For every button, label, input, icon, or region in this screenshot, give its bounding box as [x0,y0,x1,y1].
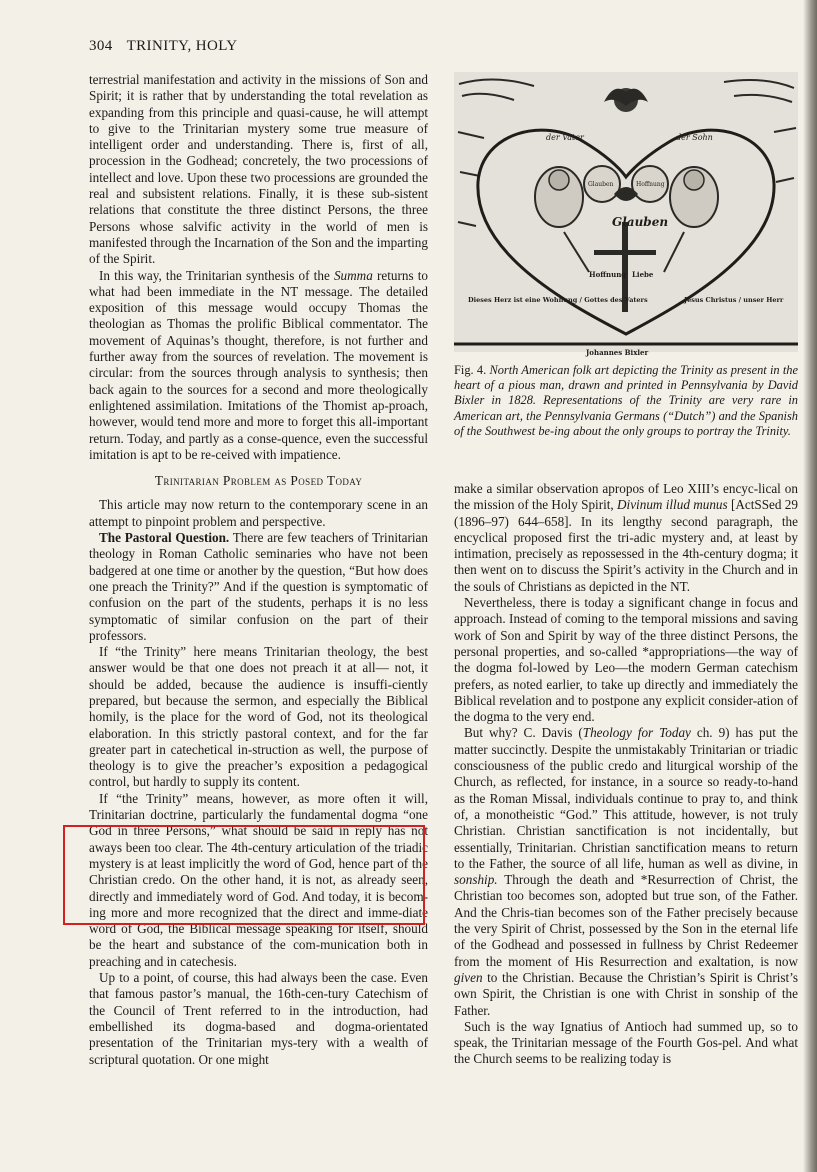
figure-text: Dieses Herz ist eine Wohnung / Gottes des Vaters [468,296,648,304]
figure-label: Hoffnung [636,181,665,188]
figure-caption: Fig. 4. North American folk art depicting the Trinity as present in the heart of a pious man, drawn and printed in Pennsylvania by David Bixler in 1828. Representations of the Trinity are very rare in American art, the Pennsylvania Germans (“Dutch”) and the Spanish of the Southwest be-ing about the only groups to portray the Trinity. [454,363,798,438]
book-spine-shadow [803,0,817,1172]
folk-art-illustration [454,72,798,357]
figure-label: Liebe [632,270,654,279]
paragraph: If “the Trinity” here means Trinitarian theology, the best answer would be that one does not preach it at all— not, it should be added, because the audience is insuffi-ciently prepared, but because the sermon, and especially the Biblical homily, is the place for the word of God, not its theological elaboration. In this strictly pastoral context, and for the far greater part in catechetical in-struction as well, the purpose of theology is to give the preacher’s exposition a pedagogical control, but hardly to supply its content. [89,644,428,790]
figure-label: Hoffnung [589,270,627,279]
page-header [89,38,238,55]
figure-label: Glauben [612,215,669,229]
left-column [89,72,428,1068]
section-heading: Trinitarian Problem as Posed Today [154,473,363,489]
paragraph: This article may now return to the contemporary scene in an attempt to pinpoint problem and perspective. [89,497,428,529]
figure-label: der Sohn [676,133,713,142]
paragraph: But why? C. Davis (Theology for Today ch. 9) has put the matter succinctly. Despite the unmistakably Trinitarian or triadic consciousness of the public credo and liturgical worship of the Church, as reflected, for instance, in a source so ready-to-hand as the Roman Missal, individuals continue to pray to, and think of, a monotheistic “God.” This attitude, however, is not truly Christian. Christian sanctification is not incidentally, but essentially, Trinitarian. Christian sanctification means to return to the Father, the source of all life, human as well as divine, in sonship. Through the death and *Resurrection of Christ, the Christian too becomes son, adopted but true son, of the Father. And the Chris-tian becomes son of the Father precisely because the very Spirit of Christ, possessed by the Son in the eternal life of the Godhead and possessed in fullness by Christ Redeemer from the moment of His Resurrection and exaltation, is now given to the Christian. Because the Christian’s Spirit is Christ’s own Spirit, the Christian is one with Christ in sonship of the Father. [454,725,798,1018]
page-number: 304 [89,38,113,54]
paragraph: Up to a point, of course, this had always been the case. Even that famous pastor’s manual, the 16th-cen-tury Catechism of the Council of Trent referred to in the introduction, had embellished its dogma-based and dogma-orientated presentation of the Trinitarian mys-tery with a wealth of scriptural quotation. Or one might [89,970,428,1067]
figure-label: der Vater [546,133,584,142]
paragraph: The Pastoral Question. There are few teachers of Trinitarian theology in Roman Catholic seminaries who have not been badgered at one time or another by the question, “But how does one preach the Trinity?” And if the question is symptomatic of confusion on the part of the students, perhaps it is no less symptomatic of similar confusion on the part of their professors. [89,530,428,643]
figure-label: Glauben [588,181,614,188]
paragraph: terrestrial manifestation and activity in the missions of Son and Spirit; it is rather that by understanding the total revelation as expanding from this principle and quasi-cause, he will attempt to give to the Trinitarian mystery some true measure of intelligent order and understanding. There is, first of all, procession in the Godhead; concretely, the two processions of intellect and love. Upon these two processions are grounded the real and subsistent relations. Finally, it is these sub-sistent relations that constitute the three distinct Persons, the three Persons whose salvific activity in the world of men is manifested through the Incarnation of the Son and the imparting of the Spirit. [89,72,428,267]
highlighted-paragraph: If “the Trinity” means, however, as more often it will, Trinitarian doctrine, particularly the fundamental dogma “one God in three Persons,” what should be said in reply has not aways been too clear. The 4th-century articulation of the triadic mystery is at least implicitly the word of God, hence part of the Christian credo. On the other hand, it is not, as already seen, directly and immediately word of God. And today, it is becom-ing more and more recognized that the direct and imme-diate word of God, the Biblical message speaking for itself, should be the heart and substance of the com-munication both in preaching and in catechesis. [89,790,428,969]
figure-number: Fig. 4. [454,363,487,377]
run-in-heading: The Pastoral Question. [99,530,230,546]
paragraph: Such is the way Ignatius of Antioch had summed up, so to speak, the Trinitarian message of the Fourth Gos-pel. And what the Church seems to be realizing today is [454,1018,798,1067]
figure-text: Jesus Christus / unser Herr [684,296,784,304]
paragraph: make a similar observation apropos of Leo XIII’s encyc-lical on the mission of the Holy Spirit, Divinum illud munus [ActSSed 29 (1896–97) 644–658]. In its lengthy second paragraph, the encyclical proposed first the tri-adic mystery and, at least by intimation, precisely as repossessed in the 4th-century dogma; it then went on to discuss the Spirit’s activity in the Church and in the souls of Christians as depicted in the NT. [454,481,798,594]
paragraph: In this way, the Trinitarian synthesis of the Summa returns to what had been immediate in the NT message. The detailed exposition of this message would occupy Thomas the theologian as Thomas the prolific Biblical commentator. The movement of Aquinas’s thought, therefore, is not further and further away from the sources of revelation. The movement is circular: from the sources through analysis to synthesis; then back again to the sources for a second and more theologically enlightened assimilation. Imitations of the Thomist ap-proach, however, would tend more and more to forget this all-important return. Today, and partly as a conse-quence, even the successful imitation is apt to be re-ceived with impatience. [89,267,428,462]
figure-text: Johannes Bixler [586,348,649,357]
right-column [454,481,798,1068]
paragraph: Nevertheless, there is today a significant change in focus and approach. Instead of coming to the temporal missions and saving work of Son and Spirit by way of the three distinct Persons, the personal properties, and so-called *appropriations—the way of the dogma fol-lowed by Leo—the modern German catechism prefers, as noted earlier, to take up directly and immediately the Biblical revelation and to postpone any explicit consider-ation of the dogma to the very end. [454,595,798,725]
running-title: TRINITY, HOLY [126,38,238,54]
figure-trinity-folk-art [454,72,798,357]
